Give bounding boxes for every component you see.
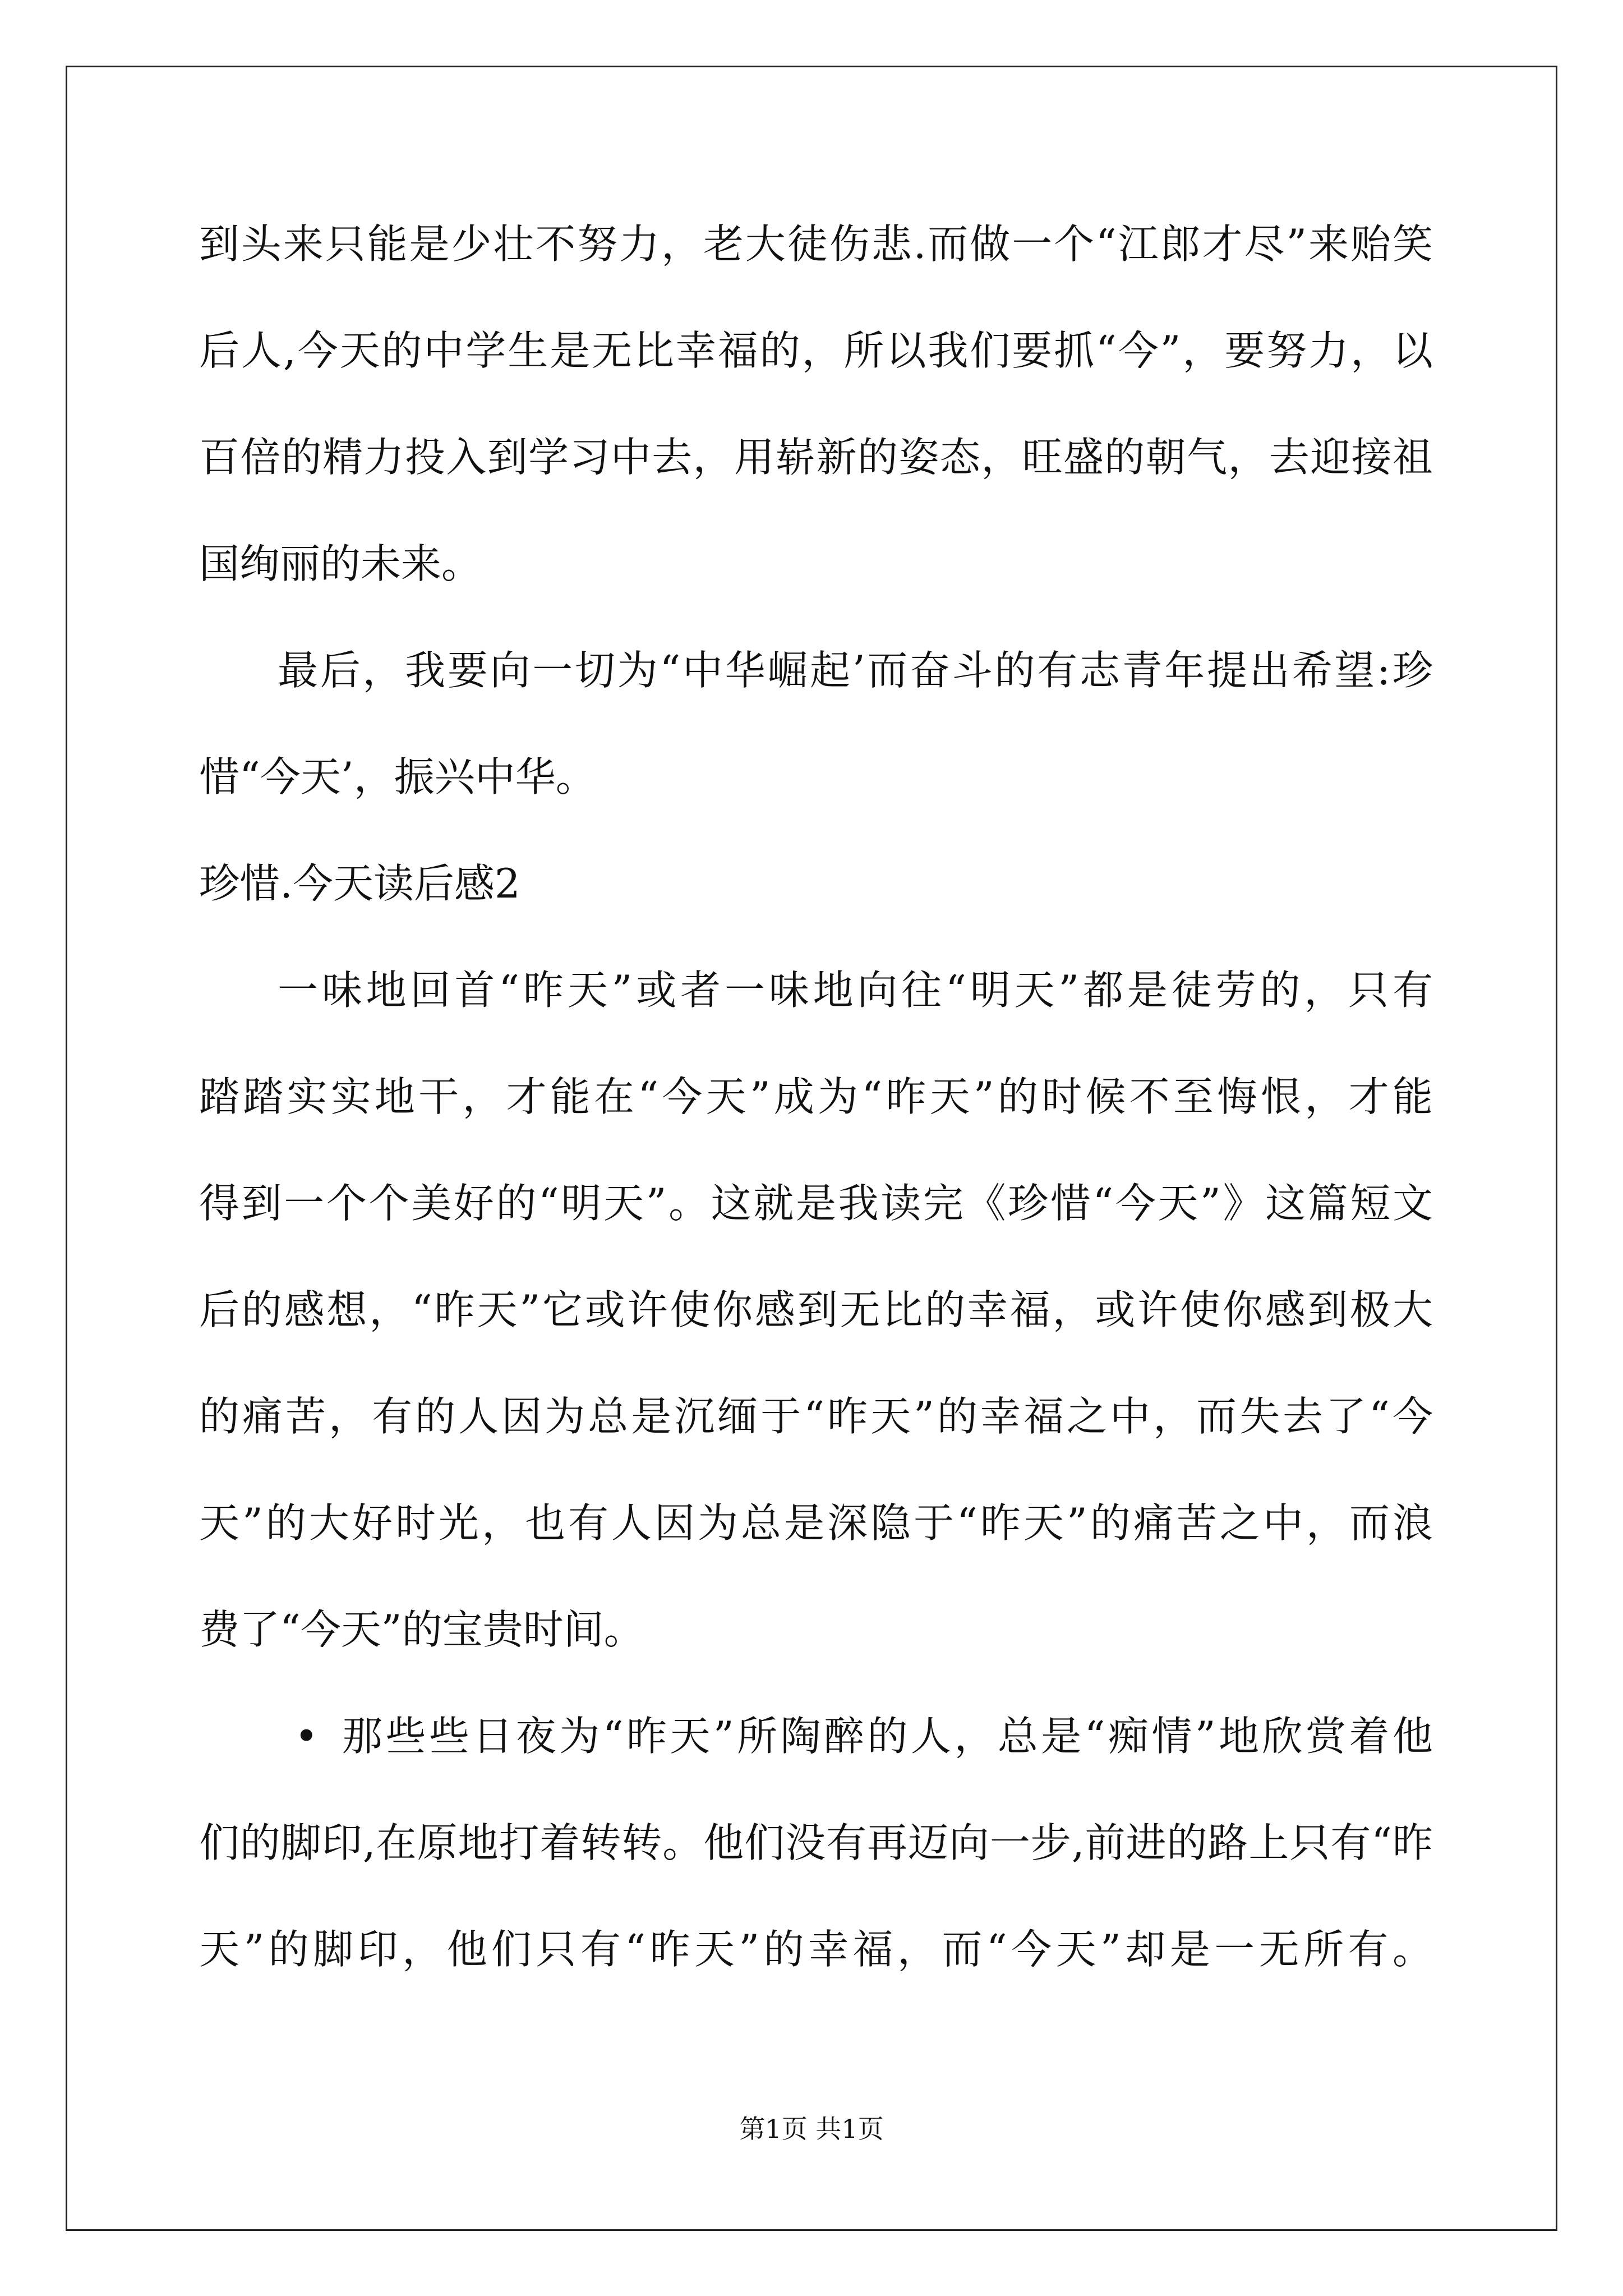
paragraph-line: 费了“今天”的宝贵时间。 bbox=[199, 1606, 644, 1653]
paragraph-line: 最后，我要向一切为“中华崛起’而奋斗的有志青年提出希望:珍 bbox=[278, 647, 1433, 694]
paragraph-line: 国绚丽的未来。 bbox=[199, 540, 482, 587]
section-heading: 珍惜.今天读后感2 bbox=[199, 860, 520, 907]
bullet-icon: • bbox=[294, 1713, 319, 1760]
bullet-text: 那些些日夜为“昨天”所陶醉的人，总是“痴情”地欣赏着他 bbox=[342, 1713, 1433, 1760]
paragraph-line: 踏踏实实地干，才能在“今天”成为“昨天”的时候不至悔恨，才能 bbox=[199, 1073, 1433, 1120]
paragraph-line: 们的脚印,在原地打着转转。他们没有再迈向一步,前进的路上只有“昨 bbox=[199, 1819, 1433, 1866]
bullet-paragraph-line bbox=[199, 1708, 1433, 1764]
page-border bbox=[66, 66, 1557, 2231]
paragraph-line: 天”的大好时光，也有人因为总是深隐于“昨天”的痛苦之中，而浪 bbox=[199, 1499, 1433, 1547]
paragraph-line: 的痛苦，有的人因为总是沉缅于“昨天”的幸福之中，而失去了“今 bbox=[199, 1393, 1433, 1440]
paragraph-line: 一味地回首“昨天”或者一味地向往“明天”都是徒劳的，只有 bbox=[278, 967, 1433, 1014]
paragraph-line: 后的感想，“昨天”它或许使你感到无比的幸福，或许使你感到极大 bbox=[199, 1286, 1433, 1333]
paragraph-line: 惜“今天’，振兴中华。 bbox=[199, 753, 596, 800]
paragraph-line: 得到一个个美好的“明天”。这就是我读完《珍惜“今天”》这篇短文 bbox=[199, 1180, 1433, 1227]
paragraph-line: 到头来只能是少壮不努力，老大徒伤悲.而做一个“江郎才尽”来贻笑 bbox=[199, 220, 1433, 268]
paragraph-line: 后人,今天的中学生是无比幸福的，所以我们要抓“今”，要努力，以 bbox=[199, 327, 1433, 374]
paragraph-line: 百倍的精力投入到学习中去，用崭新的姿态，旺盛的朝气，去迎接祖 bbox=[199, 434, 1433, 481]
page-footer: 第1页 共1页 bbox=[739, 2114, 884, 2144]
paragraph-line: 天”的脚印，他们只有“昨天”的幸福，而“今天”却是一无所有。 bbox=[199, 1926, 1433, 1973]
